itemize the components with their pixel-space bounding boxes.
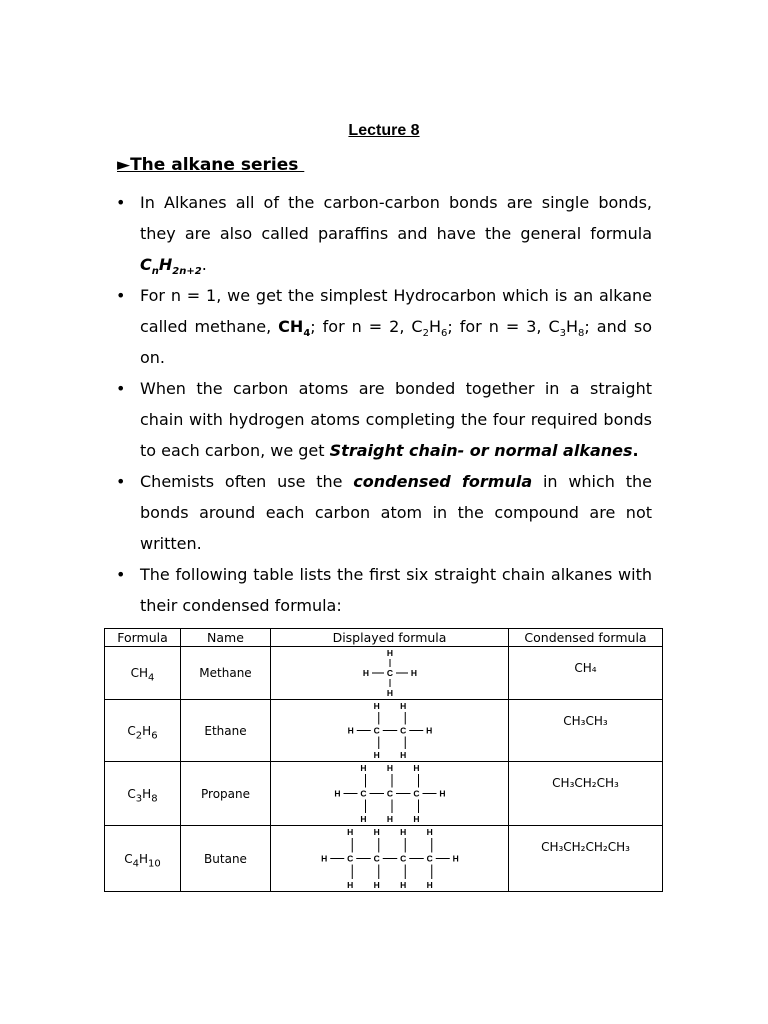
bullet-dot-icon: •: [116, 472, 126, 491]
alkane-table: [104, 628, 663, 892]
table-header-row: [105, 629, 663, 647]
bullet-item: • In Alkanes all of the carbon-carbon bonds are single bonds, they are also called paraffins and have the general formula $C_nH_{2n+2}$.: [116, 187, 652, 280]
general-formula: $C_nH_{2n+2}$: [140, 255, 202, 278]
column-header: Name: [181, 629, 271, 647]
hydrogen-atom: H: [399, 880, 406, 890]
bullet-item: [116, 559, 652, 621]
table-row: [105, 762, 663, 826]
bullet-dot-icon: •: [116, 379, 126, 398]
hydrogen-atom: H: [346, 827, 353, 837]
name-cell: Methane: [181, 647, 271, 700]
hydrogen-atom: H: [438, 788, 446, 799]
hydrogen-atom: H: [412, 814, 420, 824]
carbon-atom: C: [412, 788, 420, 799]
structure-diagram: [272, 762, 508, 825]
emphasis-text: condensed formula: [353, 472, 533, 491]
carbon-atom: C: [373, 853, 380, 864]
hydrogen-atom: H: [386, 648, 393, 658]
hydrogen-atom: H: [399, 750, 406, 760]
carbon-atom: C: [386, 668, 393, 678]
displayed-formula-cell: [271, 647, 509, 700]
structure-diagram: [272, 826, 508, 891]
hydrogen-atom: H: [452, 853, 459, 864]
hydrogen-atom: H: [373, 750, 380, 760]
methane-formula: $CH_4$: [278, 317, 311, 340]
hydrogen-atom: H: [426, 827, 433, 837]
hydrogen-atom: H: [386, 763, 393, 773]
hydrogen-atom: H: [399, 701, 406, 711]
bullet-item: • For n = 1, we get the simplest Hydrocarbon which is an alkane called methane, $CH_4$; for n = 2, $C_2H_6$; for n = 3, $C_3H_8$; and so on.: [116, 280, 652, 373]
table-row: [105, 647, 663, 700]
formula-cell: $C_3H_8$: [105, 762, 181, 826]
column-header: Condensed formula: [509, 629, 663, 647]
bullet-dot-icon: •: [116, 193, 126, 212]
carbon-atom: C: [346, 853, 353, 864]
table-row: [105, 826, 663, 892]
hydrogen-atom: H: [373, 701, 380, 711]
bullet-list: [116, 187, 652, 621]
carbon-atom: C: [399, 853, 406, 864]
hydrogen-atom: H: [333, 788, 341, 799]
formula-cell: $C_2H_6$: [105, 700, 181, 762]
displayed-formula-cell: [271, 700, 509, 762]
bullet-text: In Alkanes all of the carbon-carbon bonds are single bonds, they are also called paraffins and have the general formula: [140, 193, 652, 243]
bullet-text: When the carbon atoms are bonded together in a straight chain with hydrogen atoms completing the four required bonds to each carbon, we get: [140, 379, 652, 460]
emphasis-text: Straight chain- or normal alkanes: [329, 441, 633, 460]
condensed-formula-cell: CH₄: [509, 647, 663, 700]
column-header: Displayed formula: [271, 629, 509, 647]
formula-cell: $CH_4$: [105, 647, 181, 700]
bullet-dot-icon: •: [116, 286, 126, 305]
bullet-item: • Chemists often use the condensed formula in which the bonds around each carbon atom in the compound are not written.: [116, 466, 652, 559]
bullet-text: Chemists often use the: [140, 472, 354, 491]
condensed-formula-cell: CH₃CH₂CH₂CH₃: [509, 826, 663, 892]
name-cell: Ethane: [181, 700, 271, 762]
hydrogen-atom: H: [346, 880, 353, 890]
hydrogen-atom: H: [362, 668, 369, 678]
name-cell: Propane: [181, 762, 271, 826]
bullet-text: For n = 1, we get the simplest Hydrocarbon which is an alkane called methane,: [140, 286, 652, 336]
formula-cell: $C_4H_{10}$: [105, 826, 181, 892]
hydrogen-atom: H: [410, 668, 417, 678]
condensed-formula-cell: CH₃CH₂CH₃: [509, 762, 663, 826]
hydrogen-atom: H: [386, 688, 393, 698]
hydrogen-atom: H: [399, 827, 406, 837]
carbon-atom: C: [359, 788, 367, 799]
structure-diagram: [272, 647, 508, 699]
condensed-formula-cell: CH₃CH₃: [509, 700, 663, 762]
page-title: Lecture 8: [348, 122, 420, 139]
hydrogen-atom: H: [347, 725, 354, 736]
column-header: Formula: [105, 629, 181, 647]
hydrogen-atom: H: [425, 725, 432, 736]
hydrogen-atom: H: [359, 763, 367, 773]
hydrogen-atom: H: [426, 880, 433, 890]
hydrogen-atom: H: [320, 853, 327, 864]
bullet-item: • When the carbon atoms are bonded together in a straight chain with hydrogen atoms completing the four required bonds to each carbon, we get Straight chain- or normal alkanes.: [116, 373, 652, 466]
carbon-atom: C: [399, 725, 406, 736]
carbon-atom: C: [426, 853, 433, 864]
structure-diagram: [272, 700, 508, 761]
carbon-atom: C: [373, 725, 380, 736]
displayed-formula-cell: [271, 762, 509, 826]
hydrogen-atom: H: [412, 763, 420, 773]
bullet-dot-icon: •: [116, 565, 126, 584]
carbon-atom: C: [386, 788, 393, 799]
hydrogen-atom: H: [359, 814, 367, 824]
name-cell: Butane: [181, 826, 271, 892]
table-row: [105, 700, 663, 762]
hydrogen-atom: H: [373, 880, 380, 890]
bullet-text: The following table lists the first six straight chain alkanes with their condensed formula:: [140, 565, 652, 615]
displayed-formula-cell: [271, 826, 509, 892]
hydrogen-atom: H: [386, 814, 393, 824]
section-heading: ►The alkane series: [117, 155, 305, 175]
hydrogen-atom: H: [373, 827, 380, 837]
